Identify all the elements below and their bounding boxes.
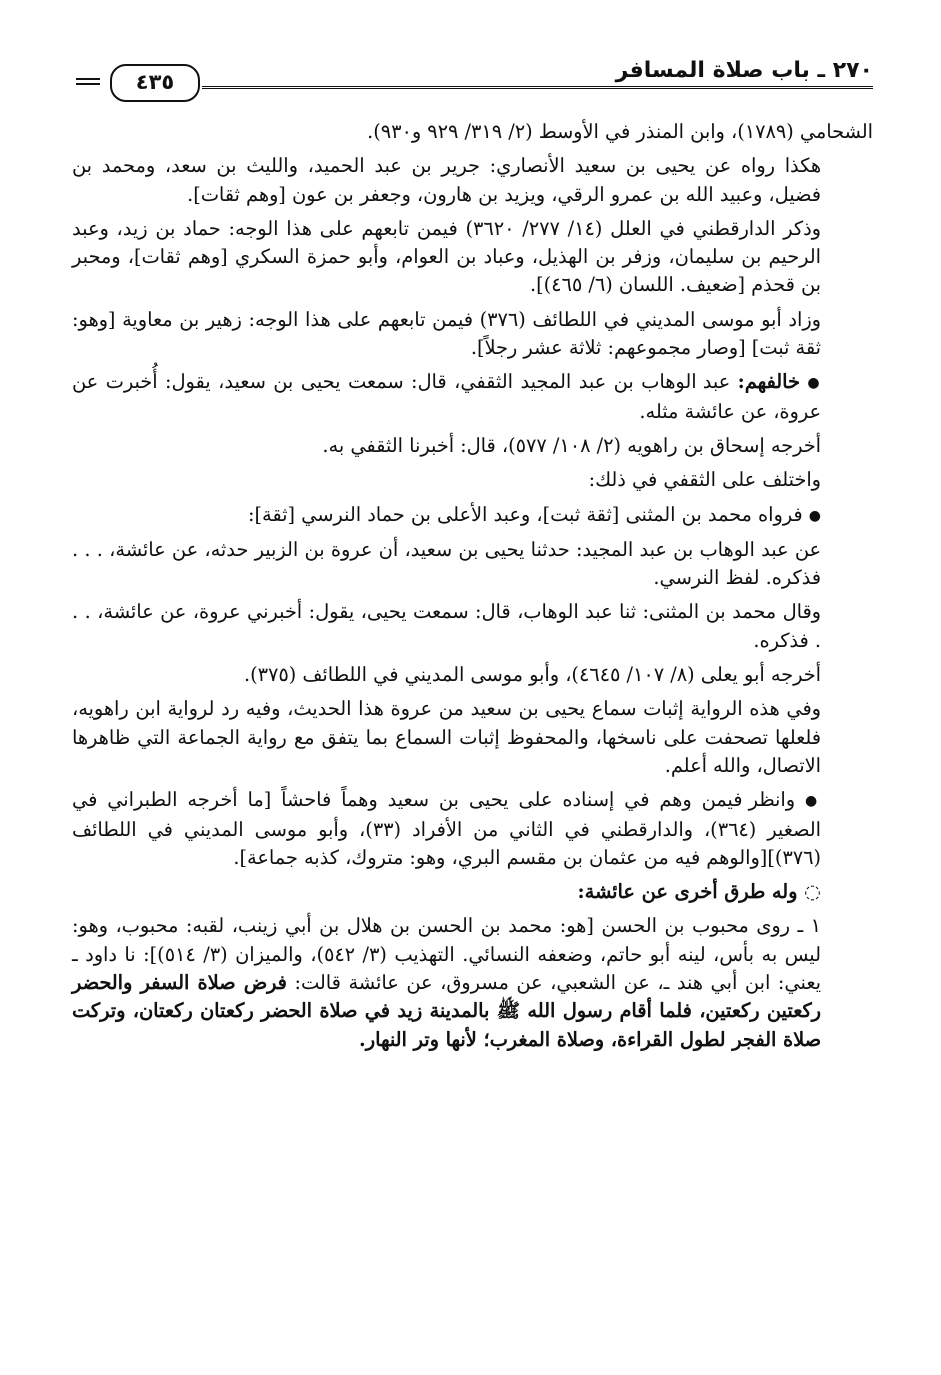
- paragraph-15-hadith: فرض صلاة السفر والحضر ركعتين ركعتين، فلما أقام رسول الله ﷺ بالمدينة زيد في صلاة الحضر ركعتان ركعتان، وتركت صلاة الفجر لطول القراءة، وصلاة المغرب؛ لأنها وتر النهار.: [72, 971, 821, 1051]
- page-body: [72, 118, 873, 1054]
- paragraph-7: واختلف على الثقفي في ذلك:: [588, 468, 821, 492]
- paragraph-5-text: عبد الوهاب بن عبد المجيد الثقفي، قال: سمعت يحيى بن سعيد، يقول: أُخبرت عن عروة، عن عائشة مثله.: [72, 370, 821, 423]
- page-number-ornament: [72, 64, 202, 100]
- page-header: [72, 52, 873, 98]
- paragraph-8: [72, 501, 873, 530]
- paragraph-15-text: ١ ـ روى محبوب بن الحسن [هو: محمد بن الحسن بن هلال بن أبي زينب، لقبه: محبوب، وهو: ليس به بأس، لينه أبو حاتم، وضعفه النسائي. التهذيب (٣/ ٥٤٢)، والميزان (٣/ ٥١٤)]: نا داود ـ يعني: ابن أبي هند ـ، عن الشعبي، عن مسروق، عن عائشة قالت:: [72, 914, 821, 995]
- paragraph-13: [72, 786, 873, 872]
- bullet-icon: ●: [804, 793, 821, 810]
- paragraph-12: وفي هذه الرواية إثبات سماع يحيى بن سعيد من عروة هذا الحديث، وفيه رد لرواية ابن راهويه، فلعلها تصحفت على ناسخها، والمحفوظ إثبات السماع بما يتفق مع رواية الجماعة التي ظاهرها الاتصال، والله أعلم.: [72, 697, 821, 777]
- paragraph-1: الشحامي (١٧٨٩)، وابن المنذر في الأوسط (٢/ ٣١٩/ ٩٢٩ و٩٣٠).: [367, 120, 873, 143]
- paragraph-13-text: وانظر فيمن وهم في إسناده على يحيى بن سعيد وهماً فاحشاً [ما أخرجه الطبراني في الصغير (٣٦٤)، والدارقطني في الثاني من الأفراد (٣٣)، وأبو موسى المديني في اللطائف (٣٧٦)][والوهم فيه من عثمان بن مقسم البري، وهو: متروك، كذبه جماعة].: [72, 788, 822, 869]
- page-number: ٤٣٥: [110, 64, 200, 102]
- paragraph-14-text: وله طرق أخرى عن عائشة:: [577, 880, 798, 904]
- paragraph-9: عن عبد الوهاب بن عبد المجيد: حدثنا يحيى بن سعيد، أن عروة بن الزبير حدثه، عن عائشة، . . . فذكره. لفظ النرسي.: [72, 537, 821, 590]
- paragraph-11: أخرجه أبو يعلى (٨/ ١٠٧/ ٤٦٤٥)، وأبو موسى المديني في اللطائف (٣٧٥).: [243, 663, 821, 687]
- chapter-title: ٢٧٠ ـ باب صلاة المسافر: [615, 58, 873, 83]
- paragraph-3: وذكر الدارقطني في العلل (١٤/ ٢٧٧/ ٣٦٢٠) فيمن تابعهم على هذا الوجه: حماد بن زيد، وعبد الرحيم بن سليمان، وزفر بن الهذيل، وعباد بن العوام، وأبو حمزة السكري [وهم ثقات]، ومحبر بن قحذم [ضعيف. اللسان (٦/ ٤٦٥)].: [72, 216, 821, 297]
- bullet-icon: ●: [807, 375, 821, 392]
- paragraph-2: هكذا رواه عن يحيى بن سعيد الأنصاري: جرير بن عبد الحميد، والليث بن سعد، ومحمد بن فضيل، وعبيد الله بن عمرو الرقي، ويزيد بن هارون، وجعفر بن عون [وهم ثقات].: [72, 154, 821, 206]
- bullet-icon: ●: [808, 507, 821, 524]
- paragraph-15: [72, 912, 873, 1053]
- paragraph-5: [72, 368, 873, 426]
- ornament-line: [76, 78, 100, 85]
- open-circle-icon: ◌: [804, 880, 821, 904]
- paragraph-8-text: فرواه محمد بن المثنى [ثقة ثبت]، وعبد الأعلى بن حماد النرسي [ثقة]:: [248, 502, 803, 526]
- header-rule: [202, 86, 873, 89]
- paragraph-14: [72, 878, 873, 906]
- paragraph-4: وزاد أبو موسى المديني في اللطائف (٣٧٦) فيمن تابعهم على هذا الوجه: زهير بن معاوية [وهو: ثقة ثبت] [وصار مجموعهم: ثلاثة عشر رجلاً].: [72, 307, 821, 360]
- paragraph-5-lead: خالفهم:: [737, 370, 800, 394]
- paragraph-10: وقال محمد بن المثنى: ثنا عبد الوهاب، قال: سمعت يحيى، يقول: أخبرني عروة، عن عائشة، . . . فذكره.: [72, 600, 821, 652]
- paragraph-6: أخرجه إسحاق بن راهويه (٢/ ١٠٨/ ٥٧٧)، قال: أخبرنا الثقفي به.: [322, 433, 821, 457]
